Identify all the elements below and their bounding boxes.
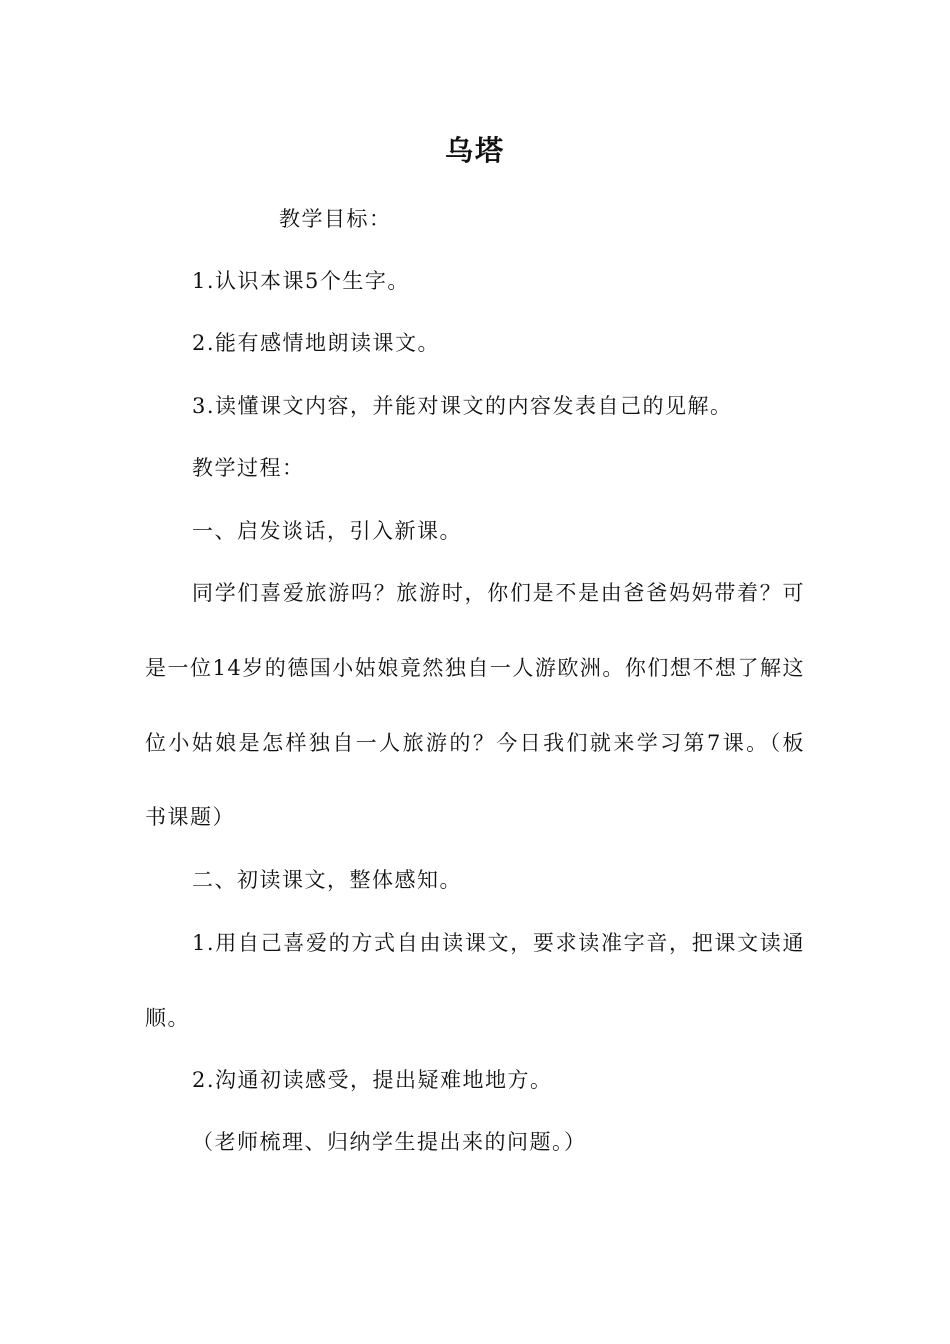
paragraph-line: 顺。	[145, 1006, 190, 1030]
objective-item: 1.认识本课5个生字。	[192, 269, 410, 293]
paragraph-line: 2.沟通初读感受，提出疑难地地方。	[192, 1068, 553, 1092]
paragraph-line: 书课题）	[145, 805, 235, 829]
section-heading-objectives: 教学目标：	[279, 207, 392, 231]
paragraph-line: 位小姑娘是怎样独自一人旅游的？今日我们就来学习第7课。（板	[145, 731, 805, 755]
step-heading: 一、启发谈话，引入新课。	[192, 519, 462, 543]
paragraph-line: 1.用自己喜爱的方式自由读课文，要求读准字音，把课文读通	[192, 931, 805, 955]
section-heading-process: 教学过程：	[192, 456, 305, 480]
paragraph-line: 是一位14岁的德国小姑娘竟然独自一人游欧洲。你们想不想了解这	[145, 656, 805, 680]
objective-item: 2.能有感情地朗读课文。	[192, 331, 441, 355]
paragraph-line: （老师梳理、归纳学生提出来的问题。）	[192, 1130, 587, 1154]
document-title: 乌塔	[444, 134, 505, 167]
objective-item: 3.读懂课文内容，并能对课文的内容发表自己的见解。	[192, 394, 733, 418]
paragraph-line: 同学们喜爱旅游吗？旅游时，你们是不是由爸爸妈妈带着？可	[192, 581, 805, 605]
step-heading: 二、初读课文，整体感知。	[192, 868, 462, 892]
